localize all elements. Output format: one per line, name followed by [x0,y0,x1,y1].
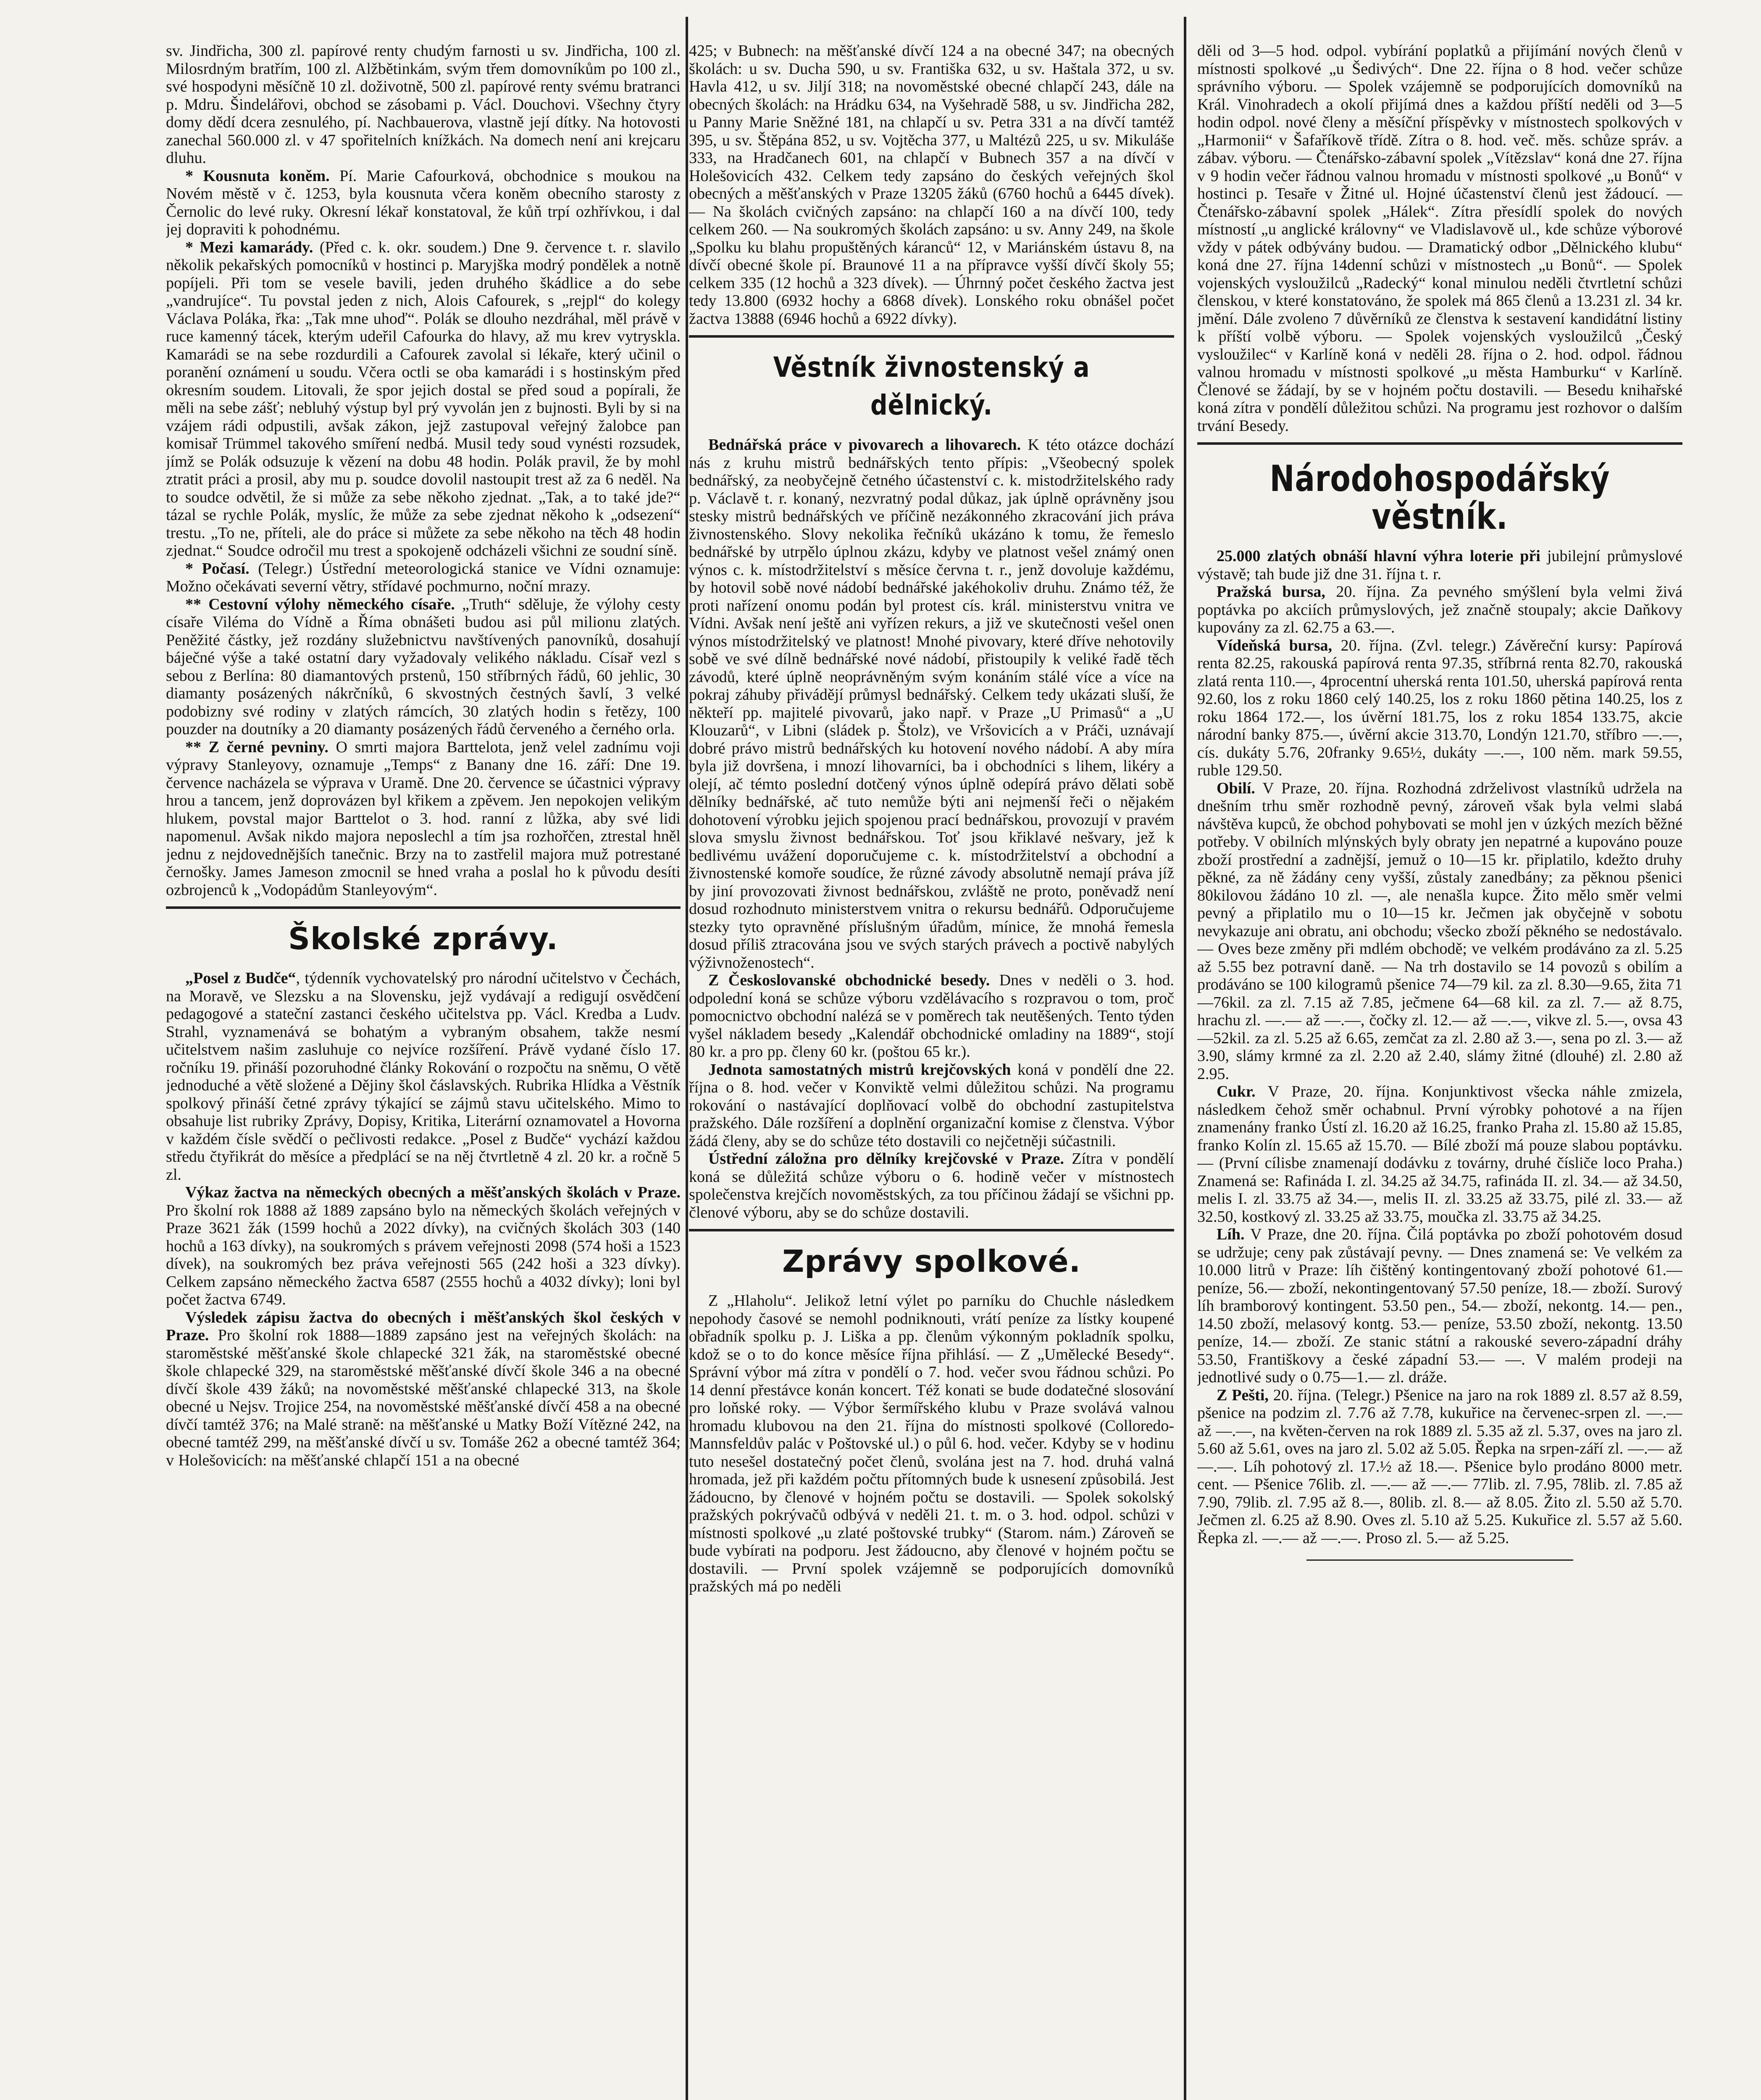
news-item [1197,1083,1682,1226]
news-item [166,239,681,560]
item-heading: Ústřední záložna pro dělníky krejčovské v Praze. [708,1150,1064,1168]
item-body: Pí. Marie Cafourková, obchodnice s moukou na Novém městě v č. 1253, byla kousnuta včera koněm obecního starosty z Černolic do levé ruky. Okresní lékař konstatoval, že kůň trpí ozhřívkou, i dal jej dopraviti k pohodnému. [166,167,681,238]
news-item [1197,583,1682,637]
item-body: „Truth“ sděluje, že výlohy cesty císaře Viléma do Vídně a Říma obnášeti budou asi půl milionu zlatých. Peněžité částky, jež rozdány služebnictvu navštívených panovníků, dosahují báječné výše a také ostatní dary vyžadovaly velikého nákladu. Císař vezl s sebou z Berlína: 80 diamantových prstenů, 150 stříbrných řádů, 60 jehlic, 30 diamanty posázených nákrčníků, 6 skvostných čestných šavlí, 3 velké podobizny své rodiny v zlatých rámcích, 30 zlatých hodin s řetězy, 100 pouzder na doutníky a 20 diamanty posázených řádů červeného a černého orla. [166,595,681,738]
item-body: Zítra v pondělí koná se důležitá schůze výboru o 6. hodině večer v místnostech společenstva krejčích novoměstských, za tou příčinou žádají se všichni pp. členové výboru, aby se do schůze dostavili. [689,1150,1174,1221]
item-heading: ** Z černé pevniny. [185,738,329,756]
news-item [1197,1226,1682,1386]
item-heading: Z Pešti, [1217,1386,1269,1404]
column-rule-2 [1184,17,1186,2100]
item-body: Pro školní rok 1888 až 1889 zapsáno bylo na německých školách veřejných v Praze 3621 žák (1599 hochů a 2022 dívky), na cvičných školách 303 (140 hochů a 163 dívky), na soukromých s právem veřejnosti 2098 (574 hoši a 1523 dívek), na soukromých bez práva veřejnosti 565 (242 hoši a 323 dívky). Celkem zapsáno německého žactva 6587 (2555 hochů a 4032 dívky); loni byl počet žactva 6749. [166,1201,681,1308]
news-item [166,596,681,738]
item-heading: ** Cestovní výlohy německého císaře. [185,595,455,613]
item-body: 20. října. (Telegr.) Pšenice na jaro na rok 1889 zl. 8.57 až 8.59, pšenice na podzim zl. 7.76 až 7.78, kukuřice na červenec-srpen zl. —.— až —.—, na květen-červen na rok 1889 zl. 5.35 až zl. 5.37, oves na jaro zl. 5.60 až 5.61, oves na jaro zl. 5.02 až 5.05. Řepka na srpen-září zl. —.— až —.—. Líh pohotový zl. 17.½ až 18.—. Pšenice bylo prodáno 8000 metr. cent. — Pšenice 76lib. zl. —.— až —.— 77lib. zl. 7.95, 78lib. zl. 7.85 až 7.90, 79lib. zl. 7.95 až 8.—, 80lib. zl. 8.— až 8.05. Žito zl. 5.50 až 5.70. Ječmen zl. 6.25 až 8.90. Oves zl. 5.10 až 5.25. Kukuřice zl. 5.57 až 5.60. Řepka zl. —.— až —.—. Proso zl. 5.— až 5.25. [1197,1386,1682,1547]
section-divider [166,906,681,909]
item-heading: * Mezi kamarády. [185,238,313,256]
section-heading-school-news: Školské zprávy. [288,921,558,956]
news-item [689,436,1174,971]
section-divider [1197,442,1682,445]
article-continuation: sv. Jindřicha, 300 zl. papírové renty chudým farnosti u sv. Jindřicha, 100 zl. Milosrdným bratřím, 100 zl. Alžbětinkám, svým třem domovníkům po 100 zl., své hospodyni měsíčně 10 zl. doživotně, 500 zl. papírové renty svému bratranci p. Mdru. Šindelářovi, obchod se zásobami p. Václ. Douchovi. Všechny čtyry domy dědí dcera zesnulého, pí. Nachbauerova, vlastně její dítky. Na hotovosti zanechal 560.000 zl. v 47 spořitelních knížkách. Na domech není ani krejcaru dluhu. [166,42,681,167]
news-item [166,167,681,239]
item-body: V Praze, dne 20. října. Čilá poptávka po zboží pohotovém dosud se udržuje; ceny pak zůstávají pevny. — Dnes znamená se: Ve velkém za 10.000 litrů v Praze: líh čištěný kontingentovaný zboží pohotové 61.— peníze, 56.— zboží, nekontingentovaný 57.50 peníze, 18.— zboží. Surový líh bramborový kontingent. 53.50 pen., 54.— zboží, nekontg. 14.— pen., 14.50 zboží, melasový kontg. 53.— peníze, 53.50 zboží, nekontg. 13.50 peníze, 14.— zboží. Ze stanic státní a rakouské severo-západní dráhy 53.50, Františkovy a české západní 53.— —. V malém prodeji na jednotlivé sudy o 0.75—1.— zl. dráže. [1197,1226,1682,1386]
news-item [689,1150,1174,1221]
column-rule-1 [686,17,688,2100]
news-item [166,738,681,899]
column-2 [689,42,1174,2100]
news-item [1197,1386,1682,1547]
news-item: Z „Hlaholu“. Jelikož letní výlet po parníku do Chuchle následkem nepohody časové se nemohl podniknouti, vrátí peníze za lístky koupené obřadník spolku p. J. Liška a pp. členům výkonným pokladník spolku, kdož se o to do konce měsíce října přihlásí. — Z „Umělecké Besedy“. Správní výbor má zítra v pondělí o 7. hod. večer svou řádnou schůzi. Po 14 denní přestávce konán koncert. Též konati se bude dodatečné slosování pro loňské roky. — Výbor šermířského klubu v Praze svolává valnou hromadu klubovou na den 21. října do místnosti spolkové (Colloredo-Mannsfeldův palác v Poštovské ul.) o půl 6. hod. večer. Kdyby se v hodinu tuto nesešel dostatečný počet členů, svolána jest na 7. hod. druhá valná hromada, jež při každém počtu přítomných bude k usnesení způsobilá. Jest žádoucno, by členové v hojném počtu se dostavili. — Spolek sokolský pražských pokrývačů odbývá v neděli 21. t. m. o 3. hod. odpol. schůzi v místnosti spolkové „u zlaté poštovské trubky“ (Starom. nám.) Zároveň se bude vybírati na podporu. Jest žádoucno, aby členové v hojném počtu se dostavili. — První spolek vzájemně se podporujících domovníků pražských má po neděli [689,1292,1174,1595]
item-heading: Líh. [1217,1226,1245,1243]
item-heading: Výkaz žactva na německých obecných a měšťanských školách v Praze. [185,1184,681,1201]
item-body: koná v pondělí dne 22. října o 8. hod. večer v Konviktě velmi důležitou schůzi. Na programu rokování o nastávající doplňovací volbě do obchodní zastupitelstva pražského. Dále rozšíření a doplnění organizační komise z členstva. Výbor žádá členy, aby se do schůze této dostavili co nejčetněji súčastnili. [689,1060,1174,1150]
item-body: Pro školní rok 1888—1889 zapsáno jest na veřejných školách: na staroměstské měšťanské škole chlapecké 321 žák, na staroměstské obecné škole chlapecké 329, na staroměstské měšťanské dívčí škole 346 a na obecné dívčí škole 439 žáků; na novoměstské měšťanské chlapecké 313, na škole obecné u Nejsv. Trojice 254, na novoměstské měšťanské dívčí 458 a na obecné dívčí tamtéž 376; na Malé straně: na měšťanské u Matky Boží Vítězné 242, na obecné tamtéž 299, na měšťanské dívčí u sv. Tomáše 262 a obecné tamtéž 364; v Holešovicích: na měšťanské chlapčí 151 a na obecné [166,1326,681,1469]
item-body: 20. října. (Zvl. telegr.) Závěreční kursy: Papírová renta 82.25, rakouská papírová renta 97.35, stříbrná renta 82.70, rakouská zlatá renta 110.—, 4procentní uherská renta 101.50, uherská papírová renta 92.60, los z roku 1860 celý 140.25, los z roku 1860 pětina 140.25, los z roku 1864 172.—, los úvěrní 181.75, los z roku 1854 133.75, akcie národní banky 875.—, úvěrní akcie 313.70, Londýn 121.70, stříbro —.—, cís. dukáty 5.76, 20franky 9.65½, dukáty —.—, 100 něm. mark 59.55, ruble 129.50. [1197,636,1682,779]
news-item [689,971,1174,1061]
item-heading: Vídeňská bursa, [1217,636,1333,654]
item-heading: Pražská bursa, [1217,583,1325,601]
item-heading: Obilí. [1217,779,1255,797]
news-item [1197,547,1682,583]
item-body: 20. října. Za pevného smýšlení byla velmi živá poptávka po akciích průmyslových, jež značně stoupaly; akcie Daňkovy kupovány za zl. 62.75 a 63.—. [1197,583,1682,636]
item-body: V Praze, 20. října. Konjunktivost všecka náhle zmizela, následkem čehož směr ochabnul. První výrobky pohotové a na říjen znamenány franko Ústí zl. 16.20 až 16.25, franko Praha zl. 15.80 až 15.85, franko Kolín zl. 15.65 až 15.70. — Bílé zboží má pouze slabou poptávku. — (První cílisbe znamenají dodávku z továrny, druhé čísliče loco Praha.) Znamená se: Rafináda I. zl. 34.25 až 34.75, rafináda II. zl. 34.— až 34.50, melis I. zl. 33.75 až 34.—, melis II. zl. 33.25 až 33.75, pilé zl. 33.— až 32.50, kostkový zl. 33.25 až 33.75, moučka zl. 33.75 až 34.25. [1197,1083,1682,1226]
item-heading: „Posel z Budče“ [185,969,296,987]
item-body: (Telegr.) Ústřední meteorologická stanice ve Vídni oznamuje: Možno očekávati severní větry, střídavé pochmurno, noční mrazy. [166,559,681,595]
news-item [1197,637,1682,780]
section-heading-club-news: Zprávy spolkové. [782,1244,1081,1279]
column-1 [166,42,681,2100]
article-continuation: 425; v Bubnech: na měšťanské dívčí 124 a na obecné 347; na obecných školách: u sv. Ducha 590, u sv. Františka 632, u sv. Haštala 372, u sv. Havla 412, u sv. Jiljí 318; na novoměstské obecné chlapčí 243, dále na obecných školách: na Hrádku 634, na Vyšehradě 588, u sv. Jindřicha 282, u Panny Marie Sněžné 181, na chlapčí u sv. Petra 331 a na dívčí tamtéž 395, u sv. Štěpána 852, u sv. Vojtěcha 377, u Maltézů 225, u sv. Mikuláše 333, na Hradčanech 601, na chlapčí v Bubnech 357 a na dívčí v Holešovicích 432. Celkem tedy zapsáno do českých veřejných škol obecných a měšťanských v Praze 13205 žáků (6760 hochů a 6445 dívek). — Na školách cvičných zapsáno: na chlapčí 160 a na dívčí 100, tedy celkem 260. — Na soukromých školách zapsáno: u sv. Anny 249, na škole „Spolku ku blahu propuštěných káranců“ 12, v Mariánském ústavu 8, na dívčí obecné škole pí. Braunové 11 a na přípravce vyšší dívčí školy 55; celkem 335 (12 hochů a 323 dívek). — Úhrnný počet českého žactva jest tedy 13.800 (6932 hochy a 6868 dívek). Lonského roku obnášel počet žactva 13888 (6946 hochů a 6922 dívky). [689,42,1174,328]
article-continuation: děli od 3—5 hod. odpol. vybírání poplatků a přijímání nových členů v místnosti spolkové „u Šedivých“. Dne 22. října o 8 hod. večer schůze správního výboru. — Spolek vzájemně se podporujících domovníků na Král. Vinohradech a okolí přijímá dnes a každou příští neděli od 3—5 hodin odpol. nové členy a měsíční příspěvky v místnostech spolkových v „Harmonii“ v Šafaříkově třídě. Zítra o 8. hod. več. měs. schůze správ. a zábav. výboru. — Čtenářsko-zábavní spolek „Vítězslav“ koná dne 27. října v 9 hodin večer řádnou valnou hromadu v místnosti spolkové „u Bonů“ v hostinci p. Tesaře v Žitné ul. Hojné účastenství členů jest žádoucí. — Čtenářsko-zábavní spolek „Hálek“. Zítra přesídlí spolek do nových místností „u anglické královny“ ve Vladislavově ul., kde schůze výborové vždy v pátek odbývány budou. — Dramatický odbor „Dělnického klubu“ koná dne 27. října 14denní schůzi v místnostech „u Bonů“. — Spolek vojenských vysloužilců „Radecký“ konal minulou neděli čtvrtletní schůzi členskou, v které konstatováno, že spolek má 865 členů a 13.231 zl. 34 kr. jmění. Dále zvoleno 7 důvěrníků ze členstva k sestavení kandidátní listiny k příští volbě výboru. — Spolek vojenských vysloužilců „Český vysloužilec“ v Karlíně koná v neděli 28. října o 2. hod. odpol. řádnou valnou hromadu v místnosti spolkové „u města Hamburku“ v Karlíně. Členové se žádají, by se v hojném počtu dostavili. — Besedu knihařské koná zítra v pondělí důležitou schůzi. Na programu jest rozhovor o dalším trvání Besedy. [1197,42,1682,435]
column-3 [1197,42,1682,2100]
item-body: K této otázce dochází nás z kruhu mistrů bednářských tento přípis: „Všeobecný spolek bednářský, za neobyčejně četného účastenství c. k. mistodržitelského rady p. Václavě t. r. konaný, nezvratný podal důkaz, jak úplně oprávněny jsou stesky mistrů bednářských ve příčině nezákonného zkracování jich práva živnostenského. Slovy nekolika řečníků ukázáno k tomu, že řemeslo bednářské by utrpělo úplnou zkázu, kdyby ve platnost vešel známý onen výnos c. k. místodržitelství s měsíce června t. r., jenž dovoluje každému, by hotovil sobě nové nádobí bednářské jakéhokoliv druhu. Známo též, že proti nařízení onomu podán byl protest cís. král. ministerstvu vnitra ve Vídni. Avšak není ještě ani vyřízen rekurs, a již ve skutečnosti vešel onen výnos místodržitelský ve platnost! Mnohé pivovary, které dříve nehotovily sobě ve své dílně bednářské nové nádobí, přistoupily k veliké řadě těch závodů, které úplně neoprávněným svým konáním stálé více a více na pokraj záhuby přivádějí průmysl bednářský. Celkem tedy ukázati sluší, že někteří pp. majitelé pivovarů, jako např. v Praze „U Primasů“ a „U Klouzarů“, v Libni (sládek p. Štolz), ve Vršovicích a v Práči, uznávají dobré právo mistrů bednářských ku hotovení nového nádobí. A aby míra byla již dovršena, i mnozí lihovarníci, ba i obchodníci s lihem, likéry a olejí, ač témto poslední dotčený výnos úplně odepírá právo dělati sobě dělníky bednářské, ač tuto nemůže býti ani nejmenší řeči o nějakém dohotovení výrobku jejich spojenou prací bednářskou, provozují v pravém slova smyslu živnost bednářskou. Toť jsou křiklavé nešvary, jež k bedlivému uvážení doporučujeme c. k. místodržitelství a obchodní a živnostenské komoře soudíce, že různé závody absolutně nemají práva jíž by jiní provozovati živnost bednářskou, zvláště ne proto, poněvadž není dosud rozhodnuto ministerstvem vnitra o rekursu bednářů. Odporučujeme stezky tyto opravněné příslušným úřadům, mínice, že mnohá řemesla dosud příliš ztracována jsou ve svých starých právech a poctivě nabylých výživnoženostech“. [689,436,1174,971]
item-heading: 25.000 zlatých obnáší hlavní výhra loterie při [1217,547,1540,565]
news-item [166,969,681,1184]
item-heading: Z Českoslovanské obchodnické besedy. [708,971,990,989]
section-divider [689,335,1174,338]
item-body: jubilejní průmyslové výstavě; tah bude již dne 31. října t. r. [1197,547,1682,583]
item-heading: Bednářská práce v pivovarech a lihovarech. [708,436,1021,454]
item-body: V Praze, 20. října. Rozhodná zdrželivost vlastníků udržela na dnešním trhu směr rozhodně pevný, zároveň však byla velmi slabá návštěva kupců, že obchod pohybovati se mohl jen v úzkých mezích běžné potřeby. V obilních mlýnských byly obraty jen nepatrné a kupováno pouze zboží prostřední a zadnější, jemuž o 10—15 kr. připlatilo, kdežto druhy pěkné, za ně žádány ceny vyšší, zůstaly zanedbány; za pěknou pšenici 80kilovou žádáno 10 zl. —, ale nenašla kupce. Žito mělo směr velmi pevný a připlatilo mu o 10—15 kr. Ječmen jak obyčejně v sobotu nevykazuje ani obratu, ani obchodu; všecko zboží pěkného se nedostávalo. — Oves beze změny při mdlém obchodě; ve velkém prodáváno za zl. 5.25 až 5.55 bez potravní daně. — Na trh dostavilo se 14 povozů s obilím a prodáváno se 100 kilogramů pšenice 74—79 kil. za zl. 8.30—9.65, žita 71—76kil. za zl. 7.15 až 7.85, ječmene 64—68 kil. za zl. 7.— až 8.75, hrachu zl. —.— až —.—, čočky zl. 12.— až —.—, vikve zl. 5.—, ovsa 43—52kil. za zl. 5.25 až 6.65, zemčat za zl. 2.80 až 3.—, sena po zl. 3.— až 3.90, slámy krmné za zl. 2.20 až 2.40, slámy žitné (dlouhé) zl. 2.80 až 2.95. [1197,779,1682,1083]
section-heading-economy-bulletin: Národohospodářský věstník. [1269,458,1610,538]
item-heading: Cukr. [1217,1083,1256,1100]
item-body: (Před c. k. okr. soudem.) Dne 9. července t. r. slavilo několik pekařských pomocníků v hostinci p. Maryjška modrý pondělek a notně popíjeli. Při tom se vesele bavili, jeden druhého škádlice a do sebe „vandrujíce“. Tu povstal jeden z nich, Alois Cafourek, s „rejpl“ do kolegy Václava Poláka, řka: „Tak mne uhoď“. Polák se dlouho nezdráhal, měl právě v ruce kamenný tácek, kterým udeřil Cafourka do hlavy, až mu krev vytryskla. Kamarádi se na sebe rozdurdili a Cafourek zavolal si lékaře, který učinil o poranění oznámení u soudu. Včera octli se oba kamarádi i s hostinským před okresním soudem. Litovali, že spor jejich dostal se před soud a popírali, že měli na sebe zášť; nebluhý výstup byl prý vyvolán jen z bujnosti. Byli by si na vzájem rádi odpustili, avšak zákon, jejž zastupoval veřejný žalobce pan komisař Trümmel takového smíření nedbá. Musil tedy soud vynésti rozsudek, jímž se Polák odsuzuje k vězení na dobu 48 hodin. Polák pravil, že by mohl ztratit práci a prosil, aby mu p. soudce dovolil nastoupit trest až za 6 neděl. Na to soudce odvětil, že si může za sebe někoho zjednat. „Tak, a to také jde?“ tázal se rychle Polák, myslíc, že může za sebe zjednat někoho k „odsezení“ trestu. „To ne, příteli, ale do práce si můžete za sebe někoho na těch 48 hodin zjednat.“ Soudce odročil mu trest a spokojeně odcházeli všichni ze soudní síně. [166,238,681,559]
section-divider [689,1229,1174,1231]
news-item [1197,780,1682,1083]
item-heading: Výsledek zápisu žactva do obecných i měšťanských škol českých v Praze. [166,1308,681,1344]
item-body: O smrti majora Barttelota, jenž velel zadnímu voji výpravy Stanleyovy, oznamuje „Temps“ z Banany dne 16. září: Dne 19. července nacházela se výprava v Uramě. Dne 20. července se účastnici výpravy hrou a tancem, jenž doprovázen byl křikem a zpěvem. Jen nepokojen velikým hlukem, povstal major Barttelot o 3. hod. ranní z lůžka, aby své lidi napomenul. Avšak nikdo majora neposlechl a tím jsa rozhořčen, ztrestal hněl jednu z nejdovednějších tanečnic. Brzy na to zastřelil majora muž potrestané černošky. James Jameson zmocnil se hned vraha a poslal ho k původu desíti ozbrojenců k „Vodopádům Stanleyovým“. [166,738,681,899]
news-item [166,560,681,596]
news-item [166,1309,681,1470]
news-item [689,1061,1174,1150]
item-heading: * Počasí. [185,559,250,578]
item-body: , týdenník vychovatelský pro národní učitelstvo v Čechách, na Moravě, ve Slezsku a na Slovensku, jejž vydávají a redigují osvědčení pedagogové a stateční zastanci českého učitelstva pp. Václ. Kredba a Ludv. Strahl, vyznamenává se bohatým a vybraným obsahem, takže nesmí učitelstvem našim zasluhuje co nejvíce rozšíření. Právě vydané číslo 17. ročníku 19. přináší pozoruhodné články Rokování o rozpočtu na sněmu, O větě jednoduché a větě složené a Dějiny škol čáslavských. Rubrika Hlídka a Věstník spolkový přináší četné zprávy týkající se zájmů stavu učitelského. Mimo to obsahuje list rubriky Zprávy, Dopisy, Kritika, Literární oznamovatel a Hovorna v každém čísle svědčí o pečlivosti redakce. „Posel z Budče“ vychází každou středu čtyřikrát do měsíce a předplácí se na něj čtvrtletně 4 zl. 20 kr. a ročně 5 zl. [166,969,681,1184]
item-body: Dnes v neděli o 3. hod. odpolední koná se schůze výboru vzdělávacího s rozpravou o tom, proč pomocnictvo obchodní nalézá se v poměrech tak neutěšených. Tento týden vyšel nákladem besedy „Kalendář obchodnické omladiny na 1889“, stojí 80 kr. a pro pp. členy 60 kr. (poštou 65 kr.). [689,971,1174,1060]
end-rule [1306,1559,1573,1561]
item-heading: * Kousnuta koněm. [185,167,330,185]
item-heading: Jednota samostatných mistrů krejčovských [708,1060,1011,1079]
news-item [166,1184,681,1309]
section-heading-trade-bulletin: Věstník živnostenský a dělnický. [773,351,1090,421]
